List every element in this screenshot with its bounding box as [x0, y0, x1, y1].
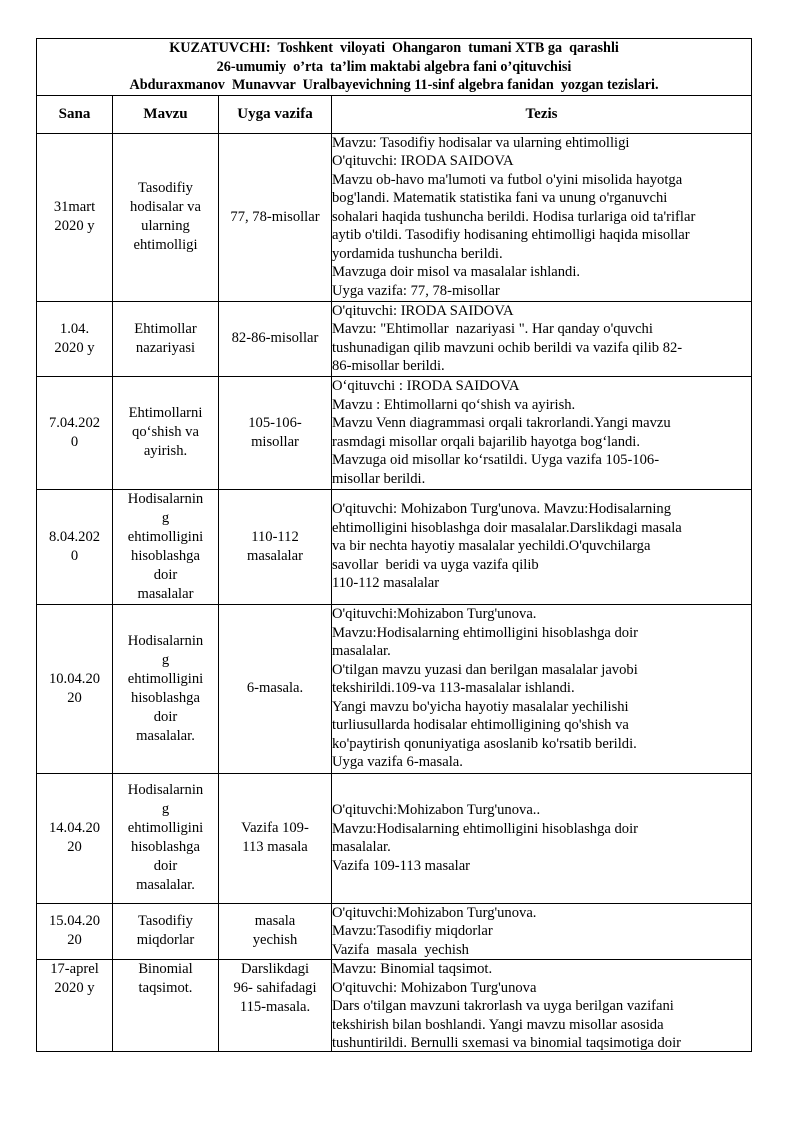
homework-cell: [219, 960, 332, 1052]
topic-cell-line: doir: [153, 858, 178, 874]
thesis-cell-line: savollar beridi va uyga vazifa qilib: [332, 556, 539, 573]
header-line: KUZATUVCHI: Toshkent viloyati Ohangaron tumani XTB ga qarashli: [169, 40, 619, 56]
table-row: [37, 903, 752, 960]
topic-cell-line: hisoblashga: [131, 839, 200, 855]
thesis-cell: [332, 604, 752, 773]
thesis-cell-line: ko'paytirish qonuniyatiga asoslanib ko'rsatib berildi.: [332, 735, 637, 752]
date-cell-line: 7.04.202: [48, 414, 101, 431]
thesis-cell-line: Mavzu: Binomial taqsimot.: [332, 961, 493, 977]
date-cell-line: 2020 y: [54, 980, 95, 996]
thesis-cell-line: tekshirish bilan boshlandi. Yangi mavzu misollar asosida: [332, 1016, 664, 1033]
thesis-cell-line: va bir nechta hayotiy masalalar yechildi.O'quvchilarga: [332, 538, 651, 555]
column-header-row: [37, 95, 752, 133]
thesis-cell-line: Mavzuga oid misollar ko‘rsatildi. Uyga vazifa 105-106-: [332, 452, 660, 468]
thesis-cell-line: 86-misollar berildi.: [332, 358, 445, 374]
topic-cell: [113, 604, 219, 773]
topic-cell-line: Ehtimollarni: [128, 405, 203, 421]
homework-cell-line: 105-106-: [248, 414, 302, 431]
thesis-cell-line: bog'landi. Matematik statistika fani va unung o'rganuvchi: [332, 190, 668, 207]
thesis-cell: [332, 133, 752, 301]
date-cell: [37, 903, 113, 960]
date-cell-line: 20: [67, 839, 82, 855]
date-cell-line: 20: [67, 689, 82, 706]
thesis-cell: [332, 376, 752, 489]
topic-cell: [113, 903, 219, 960]
date-cell-line: 20: [67, 932, 82, 949]
date-cell: [37, 376, 113, 489]
column-header-homework: Uyga vazifa: [219, 95, 332, 133]
thesis-cell-line: O'qituvchi:Mohizabon Turg'unova..: [332, 802, 541, 818]
topic-cell-line: taqsimot.: [138, 980, 193, 996]
thesis-cell-line: ehtimolligini hisoblashga doir masalalar.Darslikdagi masala: [332, 519, 682, 536]
thesis-cell-line: Mavzu Venn diagrammasi orqali takrorlandi.Yangi mavzu: [332, 415, 671, 431]
topic-cell-line: Ehtimollar: [134, 320, 197, 337]
thesis-cell-line: Mavzu:Hodisalarning ehtimolligini hisoblashga doir: [332, 624, 639, 641]
table-row: [37, 489, 752, 604]
thesis-cell: [332, 301, 752, 376]
table-row: [37, 960, 752, 1052]
homework-cell-line: 115-masala.: [239, 999, 311, 1015]
date-cell: [37, 773, 113, 903]
date-cell-line: 8.04.202: [48, 528, 101, 545]
thesis-cell-line: aytib o'tildi. Tasodifiy hodisaning ehtimolligi haqida misollar: [332, 227, 690, 244]
thesis-cell-line: O‘qituvchi : IRODA SAIDOVA: [332, 378, 520, 394]
topic-cell-line: Hodisalarnin: [127, 782, 204, 798]
homework-cell: [219, 133, 332, 301]
header-row: [37, 39, 752, 96]
thesis-cell-line: Vazifa 109-113 masalar: [332, 857, 471, 874]
thesis-cell-line: O'qituvchi:Mohizabon Turg'unova.: [332, 606, 537, 623]
date-cell-line: 1.04.: [59, 320, 90, 337]
table-row: [37, 773, 752, 903]
homework-cell: [219, 489, 332, 604]
topic-cell-line: ehtimolligini: [127, 670, 204, 687]
header-line: 26-umumiy o’rta ta’lim maktabi algebra fani o’qituvchisi: [216, 58, 572, 75]
topic-cell-line: nazariyasi: [135, 339, 196, 356]
thesis-cell-line: sohalari haqida tushuncha berildi. Hodisa turlariga oid ta'riflar: [332, 208, 696, 225]
date-cell: [37, 301, 113, 376]
date-cell-line: 2020 y: [54, 339, 95, 356]
homework-cell-line: 77, 78-misollar: [230, 208, 320, 225]
homework-cell-line: misollar: [251, 433, 299, 450]
thesis-cell-line: Vazifa masala yechish: [332, 941, 469, 958]
table-row: [37, 376, 752, 489]
topic-cell-line: hisoblashga: [131, 689, 200, 706]
column-header-thesis: Tezis: [332, 95, 752, 133]
thesis-cell-line: O'qituvchi: Mohizabon Turg'unova: [332, 979, 537, 996]
date-cell-line: 14.04.20: [48, 820, 101, 836]
date-cell-line: 0: [70, 433, 79, 450]
topic-cell-line: ularning: [141, 218, 190, 234]
column-header-topic: Mavzu: [113, 95, 219, 133]
topic-cell-line: doir: [153, 566, 178, 583]
topic-cell-line: masalalar: [137, 585, 194, 602]
date-cell-line: 2020 y: [54, 218, 95, 234]
date-cell: [37, 133, 113, 301]
date-cell-line: 15.04.20: [48, 913, 101, 930]
homework-cell-line: yechish: [252, 932, 298, 949]
thesis-cell-line: O'qituvchi:Mohizabon Turg'unova.: [332, 904, 537, 921]
homework-cell: [219, 376, 332, 489]
thesis-cell-line: tushunadigan qilib mavzuni ochib berildi va vazifa qilib 82-: [332, 339, 683, 356]
thesis-cell-line: Mavzu: "Ehtimollar nazariyasi ". Har qanday o'quvchi: [332, 321, 653, 337]
date-cell: [37, 489, 113, 604]
topic-cell-line: Hodisalarnin: [127, 632, 204, 649]
homework-cell-line: Vazifa 109-: [241, 820, 309, 836]
topic-cell-line: Hodisalarnin: [127, 490, 204, 507]
thesis-cell-line: Mavzu ob-havo ma'lumoti va futbol o'yini misolida hayotga: [332, 171, 683, 188]
topic-cell-line: Tasodifiy: [138, 913, 193, 930]
thesis-cell-line: O'qituvchi: IRODA SAIDOVA: [332, 302, 514, 319]
thesis-cell-line: Uyga vazifa: 77, 78-misollar: [332, 282, 500, 299]
thesis-cell-line: Yangi mavzu bo'yicha hayotiy masalalar yechilishi: [332, 698, 629, 715]
thesis-cell-line: Mavzu : Ehtimollarni qo‘shish va ayirish.: [332, 396, 576, 413]
thesis-cell-line: rasmdagi misollar orqali bajarilib hayotga bog‘landi.: [332, 433, 641, 450]
thesis-cell-line: tekshirildi.109-va 113-masalalar ishlandi.: [332, 680, 575, 697]
topic-cell-line: g: [161, 509, 170, 526]
homework-cell: [219, 301, 332, 376]
date-cell-line: 31mart: [53, 199, 96, 215]
topic-cell: [113, 773, 219, 903]
topic-cell-line: ehtimolligini: [127, 820, 204, 836]
topic-cell-line: hodisalar va: [130, 199, 201, 215]
thesis-cell-line: 110-112 masalalar: [332, 575, 440, 592]
topic-cell-line: Tasodifiy: [138, 180, 193, 196]
thesis-cell-line: O'tilgan mavzu yuzasi dan berilgan masalalar javobi: [332, 661, 638, 678]
thesis-cell-line: Mavzu:Hodisalarning ehtimolligini hisoblashga doir: [332, 820, 639, 837]
homework-cell-line: 113 masala: [242, 839, 308, 855]
homework-cell-line: 96- sahifadagi: [233, 980, 317, 996]
homework-cell: [219, 773, 332, 903]
thesis-cell-line: yordamida tushuncha berildi.: [332, 245, 503, 262]
thesis-cell: [332, 489, 752, 604]
date-cell: [37, 960, 113, 1052]
topic-cell: [113, 376, 219, 489]
table-row: [37, 604, 752, 773]
table-row: [37, 301, 752, 376]
thesis-table: [36, 38, 752, 1052]
date-cell: [37, 604, 113, 773]
homework-cell-line: 6-masala.: [246, 680, 304, 696]
topic-cell-line: miqdorlar: [136, 932, 195, 949]
column-header-date: Sana: [37, 95, 113, 133]
thesis-cell: [332, 773, 752, 903]
topic-cell-line: hisoblashga: [131, 547, 200, 564]
thesis-cell-line: tushuntirildi. Bernulli sxemasi va binomial taqsimotiga doir: [332, 1035, 681, 1050]
topic-cell-line: g: [161, 801, 170, 817]
topic-cell-line: masalalar.: [136, 727, 195, 744]
thesis-cell: [332, 903, 752, 960]
homework-cell-line: masalalar: [247, 547, 303, 564]
homework-cell-line: masala: [254, 913, 296, 930]
date-cell-line: 10.04.20: [48, 670, 101, 687]
thesis-cell-line: turliusullarda hodisalar ehtimolligining qo'shish va: [332, 717, 629, 734]
homework-cell-line: 110-112: [251, 528, 299, 545]
thesis-cell-line: masalalar.: [332, 839, 391, 855]
date-cell-line: 0: [70, 547, 79, 564]
thesis-cell-line: O'qituvchi: Mohizabon Turg'unova. Mavzu:Hodisalarning: [332, 501, 671, 518]
topic-cell-line: ehtimolligini: [127, 528, 204, 545]
topic-cell: [113, 301, 219, 376]
topic-cell-line: Binomial: [138, 961, 193, 977]
document-header: [37, 39, 752, 96]
topic-cell-line: ayirish.: [143, 443, 188, 459]
topic-cell-line: g: [161, 651, 170, 668]
topic-cell: [113, 133, 219, 301]
date-cell-line: 17-aprel: [50, 961, 99, 977]
topic-cell-line: ehtimolligi: [133, 237, 198, 253]
thesis-cell-line: Mavzuga doir misol va masalalar ishlandi.: [332, 264, 581, 281]
thesis-cell: [332, 960, 752, 1052]
thesis-cell-line: masalalar.: [332, 643, 391, 660]
thesis-cell-line: misollar berildi.: [332, 470, 426, 487]
table-row: [37, 133, 752, 301]
thesis-cell-line: O'qituvchi: IRODA SAIDOVA: [332, 153, 514, 170]
topic-cell: [113, 960, 219, 1052]
homework-cell-line: 82-86-misollar: [231, 330, 319, 346]
homework-cell-line: Darslikdagi: [240, 961, 310, 977]
thesis-cell-line: Mavzu:Tasodifiy miqdorlar: [332, 923, 493, 939]
topic-cell-line: doir: [153, 708, 178, 725]
header-line: Abduraxmanov Munavvar Uralbayevichning 11-sinf algebra fanidan yozgan tezislari.: [129, 77, 659, 93]
homework-cell: [219, 604, 332, 773]
topic-cell-line: qo‘shish va: [132, 424, 199, 440]
thesis-cell-line: Mavzu: Tasodifiy hodisalar va ularning ehtimolligi: [332, 134, 630, 151]
thesis-cell-line: Dars o'tilgan mavzuni takrorlash va uyga berilgan vazifani: [332, 998, 674, 1014]
thesis-cell-line: Uyga vazifa 6-masala.: [332, 754, 463, 771]
topic-cell: [113, 489, 219, 604]
homework-cell: [219, 903, 332, 960]
topic-cell-line: masalalar.: [136, 877, 195, 893]
